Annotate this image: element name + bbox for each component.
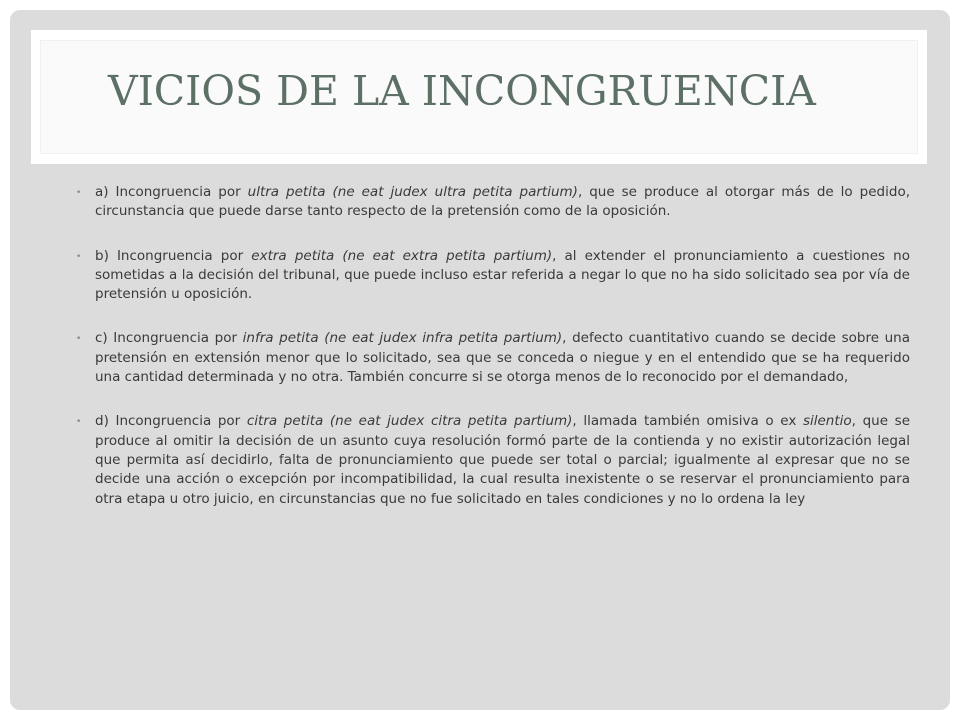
- bullet-list: [74, 183, 910, 509]
- bullet-text-italic: citra petita (ne eat judex citra petita partium): [246, 413, 573, 430]
- bullet-text: , llamada también omisiva o ex: [572, 413, 803, 430]
- bullet-dot-icon: •: [76, 334, 82, 345]
- bullet-text-italic: infra petita (ne eat judex infra petita partium): [242, 330, 563, 347]
- slide-title: VICIOS DE LA INCONGRUENCIA: [108, 67, 816, 115]
- bullet-dot-icon: •: [76, 417, 82, 428]
- bullet-text: a) Incongruencia por: [95, 184, 248, 200]
- slide: [10, 10, 950, 710]
- bullet-text-italic: silentio: [802, 413, 852, 430]
- bullet-text-italic: extra petita (ne eat extra petita partium): [251, 247, 553, 264]
- bullet-text: b) Incongruencia por: [95, 247, 252, 264]
- slide-content: [74, 183, 910, 534]
- bullet-item: [74, 247, 910, 305]
- bullet-dot-icon: •: [76, 251, 82, 262]
- bullet-item: [74, 412, 910, 508]
- bullet-text: d) Incongruencia por: [95, 413, 247, 430]
- bullet-item: [74, 183, 910, 222]
- bullet-text: , que se produce al otorgar más de lo pedido, circunstancia que puede darse tanto respecto de la pretensión como de la oposición.: [95, 184, 910, 220]
- bullet-dot-icon: •: [76, 188, 82, 198]
- bullet-item: [74, 329, 910, 387]
- bullet-text: c) Incongruencia por: [95, 330, 243, 347]
- bullet-text: , al extender el pronunciamiento a cuestiones no sometidas a la decisión del tribunal, que puede incluso estar referida a negar lo que no ha sido solicitado sea por vía de pretensión u oposición.: [95, 247, 911, 303]
- bullet-text-italic: ultra petita (ne eat judex ultra petita partium): [247, 184, 578, 200]
- bullet-text: , defecto cuantitativo cuando se decide sobre una pretensión en extensión menor que lo solicitado, sea que se conceda o niegue y en el entendido que se ha requerido una cantidad determinada y no otra. También concurre si se otorga menos de lo reconocido por el demandado,: [95, 330, 911, 386]
- bullet-text: , que se produce al omitir la decisión de un asunto cuya resolución formó parte de la contienda y no existir autorización legal que permita así decidirlo, falta de pronunciamiento que puede ser total o parcial; igualmente al expresar que no se decide una acción o excepción por incompatibilidad, la cual resulta inexistente o se reservar el pronunciamiento para otra etapa u otro juicio, en circunstancias que no fue solicitado en tales condiciones y no lo ordena la ley: [95, 413, 910, 507]
